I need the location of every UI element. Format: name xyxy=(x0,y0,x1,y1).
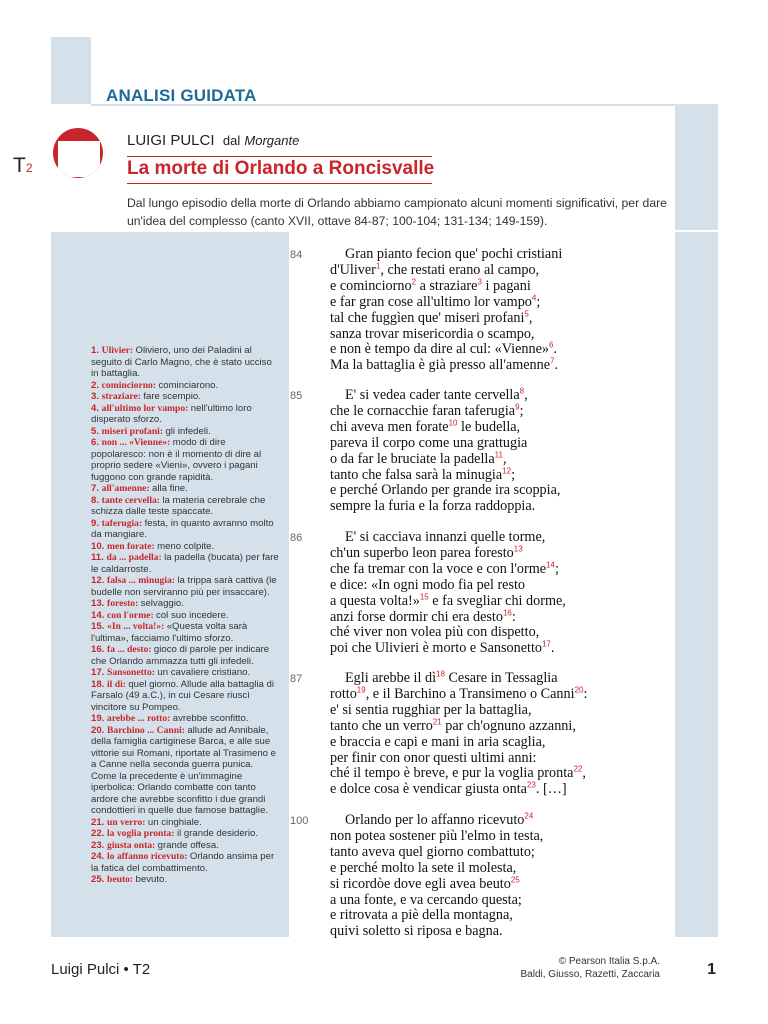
verse-line: si ricordòe dove egli avea beuto$^{25}$ xyxy=(330,874,520,892)
verse-line: tanto che falsa sarà la minugia$^{12}$; xyxy=(330,465,516,483)
verse-line: a questa volta!»$^{15}$ e fa svegliar chi dorme, xyxy=(330,591,566,609)
text-badge-label: T2 xyxy=(13,154,33,177)
footnote-ref: 1 xyxy=(375,261,381,271)
verse-line: non potea sostener più l'elmo in testa, xyxy=(330,827,544,844)
footnote-ref: 3 xyxy=(477,277,482,287)
footnote-item: 14. con l'orme: col suo incedere. xyxy=(91,609,229,621)
verse-line: tanto aveva quel giorno combattuto; xyxy=(330,843,535,860)
footnote-item: 6. non ... «Vienne»: modo di dire popolaresco: non è il momento di dire al proprio sedere «Vieni», ovvero i pagani fuggono con grande rapidità. xyxy=(91,437,262,483)
verse-line: sanza trovar misericordia o scampo, xyxy=(330,325,535,342)
footnote-item: 22. la voglia pronta: il grande desiderio. xyxy=(91,828,259,839)
page-number: 1 xyxy=(707,961,716,978)
footnote-ref: 5 xyxy=(524,308,529,318)
footnote-ref: 8 xyxy=(519,386,525,396)
footnote-ref: 21 xyxy=(432,716,442,726)
footer-chapter: Luigi Pulci • T2 xyxy=(51,961,151,978)
header-band-left xyxy=(51,37,91,104)
stanza-number: 87 xyxy=(290,673,303,685)
author-line: LUIGI PULCI dal Morgante xyxy=(127,132,300,149)
footnote-ref: 23 xyxy=(526,780,536,790)
footnote-item: 3. straziare: fare scempio. xyxy=(91,391,201,402)
footnote-item: 5. miseri profani: gli infedeli. xyxy=(91,425,211,437)
title-rule-top xyxy=(127,156,432,157)
page-title: La morte di Orlando a Roncisvalle xyxy=(127,158,435,179)
verse-line: ch'un superbo leon parea foresto$^{13}$ xyxy=(330,544,523,561)
intro-paragraph: Dal lungo episodio della morte di Orlando abbiamo campionato alcuni momenti significativi, per dare un'idea del complesso (canto XVII, ottave 84-87; 100-104; 131-134; 149-159). xyxy=(127,196,667,228)
footnote-item: 12. falsa ... minugia: la trippa sarà cattiva (le budelle non serviranno più per insaccare). xyxy=(91,575,277,598)
verse-line: Gran pianto fecion que' pochi cristiani xyxy=(345,246,563,262)
footnote-item: 23. giusta onta: grande offesa. xyxy=(91,839,219,851)
footnote-ref: 25 xyxy=(510,874,520,884)
footer-credits: © Pearson Italia S.p.A. Baldi, Giusso, Razetti, Zaccaria xyxy=(520,956,660,980)
verse-line: e dice: «In ogni modo fia pel resto xyxy=(330,576,526,593)
verse-line: e non è tempo da dire al cul: «Vienne»$^6$. xyxy=(330,340,557,358)
verse-line: rotto$^{19}$, e il Barchino a Transimeno o Canni$^{20}$: xyxy=(330,685,588,702)
verse-line: o da far le bruciate la padella$^{11}$, xyxy=(330,449,507,467)
footnote-item: 21. un verro: un cinghiale. xyxy=(91,816,202,828)
verse-line: Ma la battaglia è già presso all'amenne$^7$. xyxy=(330,356,559,374)
verse-line: e perché molto la sete il molesta, xyxy=(330,859,517,876)
footnote-ref: 19 xyxy=(356,685,366,695)
verse-line: e ritrovata a piè della montagna, xyxy=(330,907,513,924)
footnote-ref: 6 xyxy=(548,340,554,350)
author-name: LUIGI PULCI xyxy=(127,132,215,149)
verse-line: per finir con onor questi ultimi anni: xyxy=(330,749,537,766)
footnote-ref: 13 xyxy=(513,544,523,554)
verse-line: sempre la furia e la forza raddoppia. xyxy=(330,498,536,515)
verse-line: e cominciorno$^2$ a straziare$^3$ i pagani xyxy=(330,277,531,294)
footnote-item: 10. men forate: meno colpite. xyxy=(91,540,215,552)
footnote-ref: 20 xyxy=(574,685,584,695)
verse-line: E' si vedea cader tante cervella$^8$, xyxy=(345,386,528,403)
footnote-ref: 4 xyxy=(531,292,537,302)
verse-line: tanto che un verro$^{21}$ par ch'ognuno azzanni, xyxy=(330,716,576,734)
footnote-ref: 15 xyxy=(419,591,429,601)
footnote-item: 8. tante cervella: la materia cerebrale che schizza dalle teste spaccate. xyxy=(91,494,266,517)
footnote-ref: 16 xyxy=(502,607,512,617)
verse-line: d'Uliver$^1$, che restati erano al campo, xyxy=(330,261,540,278)
footnote-ref: 22 xyxy=(573,764,583,774)
section-title: ANALISI GUIDATA xyxy=(106,86,257,105)
verse-line: ché il tempo è breve, e pur la voglia pronta$^{22}$, xyxy=(330,764,586,782)
verse-line: E' si cacciava innanzi quelle torme, xyxy=(345,529,546,545)
footnote-ref: 12 xyxy=(502,465,512,475)
text-badge-icon xyxy=(53,128,103,178)
verse-line: quivi soletto si riposa e bagna. xyxy=(330,923,503,940)
footnote-ref: 9 xyxy=(515,402,520,412)
footnote-item: 11. da ... padella: la padella (bucata) per fare le caldarroste. xyxy=(91,552,279,575)
footnote-list xyxy=(91,345,281,886)
verse-line: Orlando per lo affanno ricevuto$^{24}$ xyxy=(345,811,534,828)
verse-line: e' si sentia rugghiar per la battaglia, xyxy=(330,701,532,718)
stanza-number: 100 xyxy=(290,815,309,827)
verse-line: che fa tremar con la voce e con l'orme$^{14}$; xyxy=(330,560,559,577)
verse-line: ché viver non volea più con dispetto, xyxy=(330,624,540,641)
footnote-item: 20. Barchino ... Canni: allude ad Annibale, della famiglia cartiginese Barca, e alle sue vittorie sui Romani, riportate al Trasimeno e a Canne nella seconda guerra punica. Come la precedente è un'immagine iperbolica: Orlando combatte con tanto ardore che avrebbe sconfitto i due grandi condottieri in quelle due famose battaglie. xyxy=(91,724,277,816)
footnote-item: 1. Ulivier: Oliviero, uno dei Paladini al seguito di Carlo Magno, che è stato ucciso in battaglia. xyxy=(91,345,272,379)
footnote-item: 18. il dì: quel giorno. Allude alla battaglia di Farsalo (49 a.C.), in cui Cesare riuscì vincitore su Pompeo. xyxy=(91,678,274,713)
verse-line: poi che Ulivieri è morto e Sansonetto$^{17}$. xyxy=(330,639,555,657)
footnote-item: 17. Sansonetto: un cavaliere cristiano. xyxy=(91,667,251,678)
footnote-item: 2. cominciorno: cominciarono. xyxy=(91,379,219,391)
footnote-ref: 14 xyxy=(546,560,555,570)
stanza-number: 86 xyxy=(290,532,303,544)
verse-line: chi aveva men forate$^{10}$ le budella, xyxy=(330,418,521,435)
footnote-ref: 10 xyxy=(448,418,458,428)
footnote-ref: 18 xyxy=(436,669,445,679)
footnote-ref: 17 xyxy=(541,639,551,649)
verse-line: e far gran cose all'ultimo lor vampo$^4$; xyxy=(330,292,541,310)
verse-line: anzi forse dormir chi era desto$^{16}$: xyxy=(330,607,516,625)
work-name: Morgante xyxy=(244,133,300,148)
verse-line: a una fonte, e va cercando questa; xyxy=(330,891,522,908)
footnote-item: 24. lo affanno ricevuto: Orlando ansima per la fatica del combattimento. xyxy=(91,851,275,874)
footnote-item: 25. beuto: bevuto. xyxy=(91,874,168,885)
footnote-item: 16. fa ... desto: gioco di parole per indicare che Orlando ammazza tutti gli infedeli. xyxy=(91,644,270,667)
verse-line: Egli arebbe il $dì^{18}$ Cesare in Tessaglia xyxy=(345,669,558,686)
footnotes xyxy=(91,345,281,886)
footnote-item: 4. all'ultimo lor vampo: nell'ultimo loro disperato sforzo. xyxy=(91,402,252,425)
stanza-number: 84 xyxy=(290,249,303,261)
footnote-item: 13. foresto: selvaggio. xyxy=(91,598,184,609)
title-rule-bottom xyxy=(127,183,432,184)
stanza-number: 85 xyxy=(290,390,303,402)
verse-line: e braccia e capi e mani in aria scaglia, xyxy=(330,733,546,750)
footnote-ref: 7 xyxy=(550,356,555,366)
verse-line: e dolce cosa è vendicar giusta onta$^{23}$. […] xyxy=(330,780,567,798)
footnote-item: 7. all'amenne: alla fine. xyxy=(91,483,188,494)
right-margin-band xyxy=(675,232,718,937)
footnote-item: 19. arebbe ... rotto: avrebbe sconfitto. xyxy=(91,713,249,724)
footnote-item: 9. taferugia: festa, in quanto avranno molto da mangiare. xyxy=(91,517,274,540)
verse-line: e perché Orlando per grande ira scoppia, xyxy=(330,482,561,499)
verse-line: tal che fuggìen que' miseri profani$^5$, xyxy=(330,308,533,326)
footnote-ref: 11 xyxy=(494,449,503,459)
header-band-right xyxy=(675,104,718,230)
footnote-ref: 24 xyxy=(524,811,534,821)
footnote-item: 15. «In ... volta!»: «Questa volta sarà l'ultima», facciamo l'ultimo sforzo. xyxy=(91,621,248,644)
verse-line: che le cornacchie faran taferugia$^9$; xyxy=(330,402,524,419)
footnote-ref: 2 xyxy=(411,277,417,287)
verse-line: pareva il corpo come una grattugia xyxy=(330,434,528,451)
